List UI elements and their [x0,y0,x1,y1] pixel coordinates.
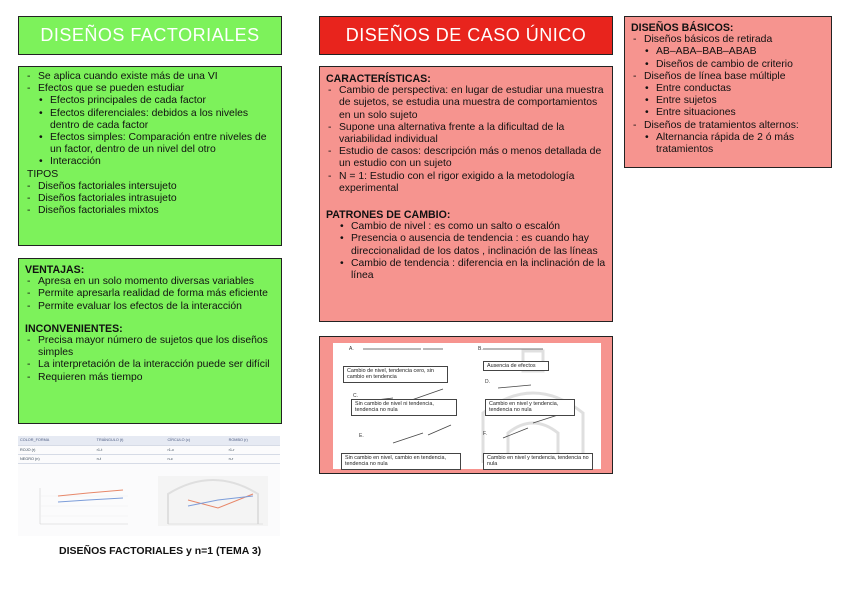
list-item: - Requieren más tiempo [25,372,275,384]
pattern-letter-f: F. [483,431,487,437]
efectos-list [25,95,275,168]
list-item: • Entre sujetos [631,95,825,107]
pattern-letter-e: E. [359,433,364,439]
table-header: TRIÁNGULO (t) [95,436,166,445]
page-caption: DISEÑOS FACTORIALES y n=1 (TEMA 3) [59,545,262,557]
alternos-list [631,132,825,156]
list-item: • Efectos simples: Comparación entre niveles de un factor, dentro de un nivel del otro [25,132,275,156]
list-item: - Precisa mayor número de sujetos que los diseños simples [25,335,275,359]
basicos-box [624,16,832,168]
list-item: - La interpretación de la interacción puede ser difícil [25,359,275,371]
list-item: • Cambio de tendencia : diferencia en la inclinación de la línea [326,258,606,282]
table-header: ROMBO (r) [227,436,280,445]
linea-base-list [631,83,825,120]
list-item: - Permite evaluar los efectos de la interacción [25,301,275,313]
tipos-label: TIPOS [27,168,59,180]
series-line [58,498,123,502]
pattern-label-a: Cambio de nivel, tendencia cero, sin cambio en tendencia [343,366,448,383]
pattern-letter-d: D. [485,379,490,385]
list-item: • Diseños de cambio de criterio [631,59,825,71]
basicos-heading: DISEÑOS BÁSICOS: [631,22,734,34]
list-item: • Cambio de nivel : es como un salto o escalón [326,221,606,233]
pattern-letter-a: A. [349,346,354,352]
list-item: • Efectos principales de cada factor [25,95,275,107]
list-item: - Efectos que se pueden estudiar [25,83,275,95]
list-item: • AB–ABA–BAB–ABAB [631,46,825,58]
list-item: • Efectos diferenciales: debidos a los niveles dentro de cada factor [25,108,275,132]
table-cell: NEGRO (n) [18,454,95,463]
patrones-figure-box [319,336,613,474]
list-item: - Diseños factoriales intersujeto [25,181,275,193]
list-item: - N = 1: Estudio con el rigor exigido a la metodología experimental [326,171,606,195]
pattern-letter-b: B. [478,346,483,352]
list-item: - Permite apresarla realidad de forma más eficiente [25,288,275,300]
table-cell: r1-r [227,445,280,454]
list-item: - Estudio de casos: descripción más o menos detallada de un estudio con un sujeto [326,146,606,170]
table-header: COLOR_FORMA [18,436,95,445]
pattern-label-d: Cambio en nivel y tendencia, tendencia no nula [485,399,575,416]
patrones-list [326,221,606,282]
tipos-list [25,181,275,218]
interaction-plots [18,436,280,536]
plot-right [158,476,268,526]
list-item: - Apresa en un solo momento diversas variables [25,276,275,288]
factoriales-box [18,66,282,246]
plot-left [40,488,128,524]
caracteristicas-list [326,85,606,195]
table-cell: r1-t [95,445,166,454]
table-cell: n-r [227,454,280,463]
table-cell: r1-c [165,445,226,454]
table-cell: n-t [95,454,166,463]
list-item: - Diseños de línea base múltiple [631,71,825,83]
basicos-list [631,34,825,46]
caso-unico-title: DISEÑOS DE CASO ÚNICO [345,25,587,45]
list-item: - Se aplica cuando existe más de una VI [25,71,275,83]
caso-unico-title-box [319,16,613,55]
list-item: • Entre situaciones [631,107,825,119]
inconvenientes-heading: INCONVENIENTES: [25,322,123,335]
table-cell: n-c [165,454,226,463]
list-item: • Interacción [25,156,275,168]
factoriales-title: DISEÑOS FACTORIALES [40,25,260,45]
table-header: CÍRCULO (c) [165,436,226,445]
list-item: - Supone una alternativa frente a la dificultad de la variabilidad individual [326,122,606,146]
series-line [58,490,123,496]
factoriales-list [25,71,275,95]
pattern-label-c: Sin cambio de nivel ni tendencia, tendencia no nula [351,399,457,416]
pattern-label-f: Cambio en nivel y tendencia, tendencia no nula [483,453,593,470]
table-cell: ROJO (r) [18,445,95,454]
patrones-figure [333,343,601,469]
retirada-list [631,46,825,70]
pattern-label-b: Ausencia de efectos [483,361,549,371]
patrones-heading: PATRONES DE CAMBIO: [326,209,451,222]
list-item: - Diseños factoriales mixtos [25,205,275,217]
pattern-letter-c: C. [353,393,358,399]
caracteristicas-heading: CARACTERÍSTICAS: [326,73,431,85]
list-item: • Entre conductas [631,83,825,95]
list-item: - Diseños factoriales intrasujeto [25,193,275,205]
list-item: • Alternancia rápida de 2 ó más tratamientos [631,132,825,156]
factoriales-title-box [18,16,282,55]
list-item: - Cambio de perspectiva: en lugar de estudiar una muestra de sujetos, se estudia una muestra de comportamientos en un solo sujeto [326,85,606,122]
ventajas-list [25,276,275,313]
list-item: - Diseños de tratamientos alternos: [631,120,825,132]
ventajas-box [18,258,282,424]
list-item: - Diseños básicos de retirada [631,34,825,46]
ventajas-heading: VENTAJAS: [25,264,85,276]
inconvenientes-list [25,335,275,384]
pattern-label-e: Sin cambio en nivel, cambio en tendencia, tendencia no nula [341,453,461,470]
list-item: • Presencia o ausencia de tendencia : es cuando hay direccionalidad de los datos , inclinación de las líneas [326,233,606,257]
interaction-figure [18,436,280,536]
caso-unico-box [319,66,613,322]
